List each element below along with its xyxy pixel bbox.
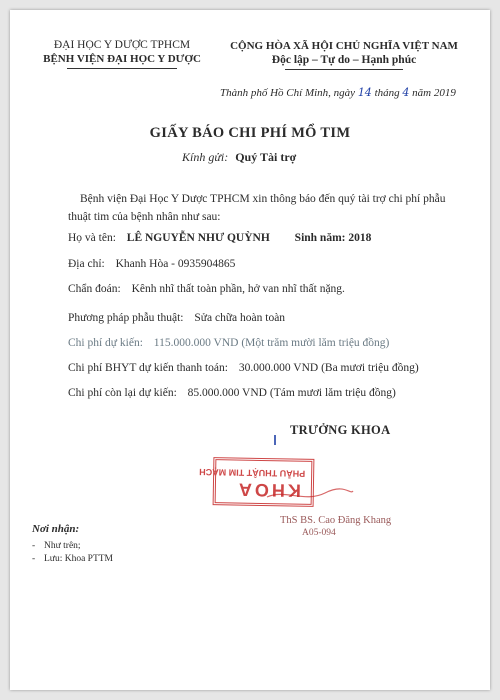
diagnosis-value: Kênh nhĩ thất toàn phần, hở van nhĩ thất nặng. (131, 283, 345, 295)
stamp-sub-text: PHẪU THUẬT TIM MẠCH (199, 466, 306, 479)
greeting-label: Kính gửi: (182, 150, 229, 164)
university-name: ĐẠI HỌC Y DƯỢC TPHCM (53, 39, 191, 51)
address-row (68, 258, 235, 270)
header-right-underline (285, 69, 403, 70)
intro-paragraph: Bệnh viện Đại Học Y Dược TPHCM xin thông báo đến quý tài trợ chi phí phẫu thuật tim của bệnh nhân như sau: (68, 193, 446, 223)
birth-year: 2018 (348, 232, 372, 244)
document-page (10, 10, 490, 690)
national-header (216, 39, 472, 70)
address-value: Khanh Hòa - 0935904865 (115, 258, 236, 270)
recipients-label: Nơi nhận: (32, 523, 80, 535)
estimated-cost-label: Chi phí dự kiến: (68, 337, 143, 349)
remaining-cost-label: Chi phí còn lại dự kiến: (68, 387, 177, 399)
method-value: Sửa chữa hoàn toàn (194, 312, 286, 324)
document-title: GIẤY BÁO CHI PHÍ MỔ TIM (149, 125, 351, 141)
country-name: CỘNG HÒA XÃ HỘI CHỦ NGHĨA VIỆT NAM (230, 40, 458, 52)
bhyt-cost-label: Chi phí BHYT dự kiến thanh toán: (68, 362, 228, 374)
header-left-underline (67, 68, 177, 69)
department-head-title: TRƯỞNG KHOA (290, 423, 391, 437)
recipient-item: - Lưu: Khoa PTTM (32, 554, 114, 564)
signer-code: A05-094 (302, 528, 336, 538)
handwritten-month: 4 (402, 86, 410, 99)
bhyt-cost-value: 30.000.000 VND (238, 362, 319, 374)
place-and-date (220, 86, 456, 99)
national-motto: Độc lập – Tự do – Hạnh phúc (271, 54, 417, 66)
bhyt-cost-row (68, 362, 419, 374)
handwritten-day: 14 (357, 86, 372, 99)
hospital-name: BỆNH VIỆN ĐẠI HỌC Y DƯỢC (43, 53, 201, 65)
estimated-cost-value: 115.000.000 VND (153, 337, 239, 349)
estimated-cost-words: (Một trăm mười lăm triệu đồng) (241, 337, 390, 349)
year-text: năm 2019 (412, 87, 456, 99)
greeting (182, 150, 296, 165)
surgery-method-row (68, 312, 285, 324)
month-label: tháng (374, 87, 400, 99)
stamp-main-text: KHOA (235, 479, 302, 501)
greeting-recipient: Quý Tài trợ (235, 150, 297, 164)
address-label: Địa chỉ: (68, 258, 105, 270)
institution-header (32, 38, 212, 69)
pen-tick-mark (272, 434, 278, 446)
birth-label: Sinh năm: (294, 232, 346, 244)
bhyt-cost-words: (Ba mươi triệu đồng) (321, 362, 419, 374)
signature-scribble (265, 485, 355, 505)
estimated-cost-row (68, 337, 389, 349)
method-label: Phương pháp phẫu thuật: (68, 312, 184, 324)
patient-name-row (68, 232, 371, 244)
remaining-cost-value: 85.000.000 VND (187, 387, 267, 399)
signer-name: ThS BS. Cao Đăng Khang (280, 515, 392, 526)
name-label: Họ và tên: (68, 232, 116, 244)
recipient-item: - Như trên; (32, 541, 81, 551)
diagnosis-row (68, 283, 345, 295)
remaining-cost-row (68, 387, 396, 399)
patient-name: LÊ NGUYỄN NHƯ QUỲNH (126, 232, 270, 244)
diagnosis-label: Chẩn đoán: (68, 283, 121, 295)
place-prefix: Thành phố Hồ Chí Minh, ngày (220, 87, 356, 99)
remaining-cost-words: (Tám mươi lăm triệu đồng) (269, 387, 396, 399)
